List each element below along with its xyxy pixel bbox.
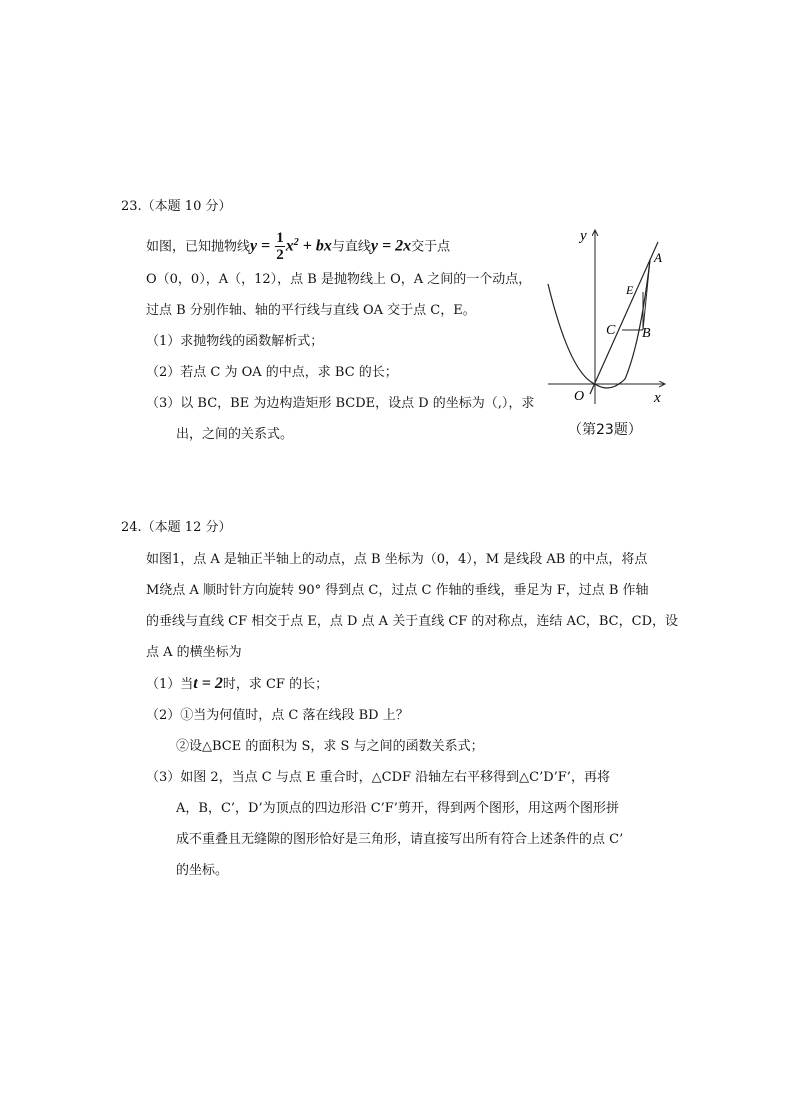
q24-line3: 的垂线与直线 CF 相交于点 E，点 D 点 A 关于直线 CF 的对称点，连结 AC，BC，CD，设 [146, 614, 679, 629]
q23-part2: （2）若点 C 为 OA 的中点，求 BC 的长； [146, 365, 398, 380]
q23-eq-sup: 2 [293, 237, 299, 248]
q24-part3b: A，B，C’，D’为顶点的四边形沿 C’F’剪开，得到两个图形，用这两个图形拼 [176, 801, 619, 816]
label-x: x [654, 390, 661, 406]
label-a: A [654, 250, 662, 265]
q24-part1 [146, 674, 328, 695]
q23-eq2: y = 2x [370, 237, 412, 255]
q23-part3a: （3）以 BC，BE 为边构造矩形 BCDE，设点 D 的坐标为（,），求 [146, 396, 535, 411]
q24-line4: 点 A 的横坐标为 [146, 645, 242, 660]
q23-eq-y: y [250, 237, 258, 255]
q23-intro-mid: 与直线 [331, 239, 371, 255]
label-b: B [642, 326, 651, 341]
q24-part1-before: （1）当 [146, 677, 194, 692]
q23-part3b: 出，之间的关系式。 [176, 427, 294, 442]
label-y: y [580, 228, 587, 244]
q23-eq-rest: + bx [298, 237, 332, 255]
q23-frac-num: 1 [276, 230, 284, 247]
q24-header: 24.（本题 12 分） [121, 520, 232, 535]
q24-line2: M绕点 A 顺时针方向旋转 90° 得到点 C，过点 C 作轴的垂线，垂足为 F，过点 B 作轴 [146, 583, 649, 598]
q23-intro [146, 228, 450, 263]
q24-line1: 如图1，点 A 是轴正半轴上的动点，点 B 坐标为（0，4），M 是线段 AB 的中点，将点 [146, 552, 648, 567]
label-o: O [574, 389, 585, 404]
q24-part2a: （2）①当为何值时，点 C 落在线段 BD 上？ [146, 708, 409, 723]
q23-part1: （1）求抛物线的函数解析式； [146, 334, 324, 349]
q23-intro-after: 交于点 [411, 239, 451, 255]
parabola-curve [548, 260, 650, 388]
q24-part1-eq: t = 2 [193, 675, 223, 692]
q24-part3c: 成不重叠且无缝隙的图形恰好是三角形，请直接写出所有符合上述条件的点 C’ [176, 832, 624, 847]
q23-frac-den: 2 [276, 247, 284, 264]
q24-part3d: 的坐标。 [176, 863, 229, 878]
q23-eq-x: x [285, 237, 294, 255]
q23-line3: 过点 B 分别作轴、轴的平行线与直线 OA 交于点 C，E。 [146, 303, 476, 318]
q23-figure-caption: （第23题） [568, 422, 642, 438]
q24-part1-after: 时，求 CF 的长； [222, 677, 329, 692]
q23-fraction [275, 230, 285, 263]
label-c: C [606, 323, 616, 338]
q23-header: 23.（本题 10 分） [121, 199, 232, 214]
q23-intro-before: 如图，已知抛物线 [146, 239, 251, 255]
line-oa [590, 242, 658, 394]
q24-part3a: （3）如图 2，当点 C 与点 E 重合时，△CDF 沿轴左右平移得到△C’D’F’，再将 [146, 770, 610, 785]
segment-ba [643, 260, 650, 330]
q24-part2b: ②设△BCE 的面积为 S，求 S 与之间的函数关系式； [176, 739, 484, 754]
label-e: E [626, 283, 634, 297]
q23-eq-eq: = [257, 237, 275, 255]
q23-figure [540, 224, 675, 444]
q23-line2: O（0，0），A（，12），点 B 是抛物线上 O，A 之间的一个动点， [146, 272, 532, 287]
